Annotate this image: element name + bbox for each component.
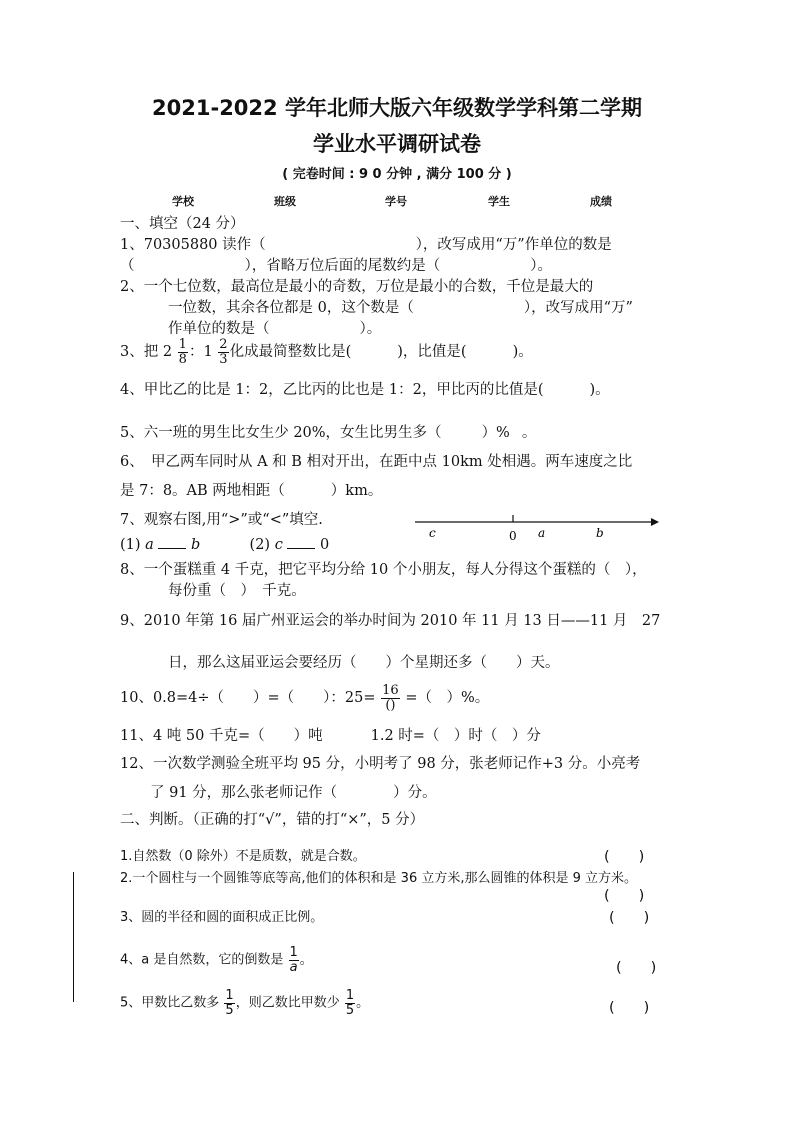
q10-denominator: () [385,697,396,713]
judge5-f1-denominator: 5 [225,1002,234,1018]
judge5-text-b: ，则乙数比甲数少 [235,995,340,1011]
question-6-line1: 6、 甲乙两车同时从 A 和 B 相对开出，在距中点 10km 处相遇。两车速度之比 [120,454,633,470]
question-1-line1 [120,233,612,254]
q4-text-a: 4、甲比乙的比是 1：2，乙比丙的比也是 1：2，甲比丙的比值是( [120,382,544,398]
q2-text-c: ），改写成用“万” [523,300,633,316]
judge-item-2: 2.一个圆柱与一个圆锥等底等高,他们的体积和是 36 立方米,那么圆锥的体积是 9 立方米。 [120,871,638,886]
judge5-f2-numerator: 1 [345,988,355,1003]
question-11 [120,724,541,745]
judge5-f1-numerator: 1 [225,988,234,1003]
q7-zero: 0 [320,537,330,553]
q7-part2-label: (2) [249,537,271,553]
q3-f1-denominator: 8 [178,351,187,367]
number-line-label-b: b [596,526,604,540]
question-12-line1: 12、一次数学测验全班平均 95 分，小明考了 98 分，张老师记作+3 分。小亮考 [120,756,641,772]
section2-header: 二、判断。（正确的打“√”，错的打“×”，5 分） [120,812,425,828]
binding-margin-line [73,872,74,1002]
q7-var-a: a [145,537,154,553]
q11-text-b: 1.2 时=（ ）时（ ）分 [370,728,541,744]
judge-answer-5[interactable]: ( ) [609,1000,650,1016]
question-3 [120,338,533,366]
q12-text-c: ）分。 [393,785,437,801]
q1-text-e: ）。 [530,258,552,274]
question-2-line3 [168,317,381,338]
q2-text-e: ）。 [359,321,382,337]
q7-var-c: c [274,537,283,553]
q10-fraction [381,684,400,712]
q3-text-d: )。 [512,344,533,361]
q1-text-c: （ [120,258,135,274]
q6-text-b: 是 7：8。AB 两地相距（ [120,483,285,499]
q3-fraction-1 [178,338,188,366]
section1-header: 一、填空（24 分） [120,216,245,232]
question-9-line1: 9、2010 年第 16 届广州亚运会的举办时间为 2010 年 11 月 13 日——11 月 27 [120,613,661,629]
question-9-line2: 日，那么这届亚运会要经历（ ）个星期还多（ ）天。 [168,655,560,671]
judge5-fraction-2 [345,989,355,1017]
question-8-line1: 8、一个蛋糕重 4 千克，把它平均分给 10 个小朋友，每人分得这个蛋糕的（ ）， [120,562,647,578]
judge4-denominator: a [289,959,298,975]
q6-text-c: ）km。 [330,483,383,499]
question-12-line2 [150,781,437,802]
judge-answer-1[interactable]: ( ) [604,849,645,865]
q5-text-b: ）% [481,425,510,441]
judge4-text-a: 4、a 是自然数，它的倒数是 [120,952,284,968]
judge5-text-c: 。 [356,995,370,1011]
judge4-fraction [289,946,299,974]
q3-text-a: 3、把 2 [120,344,173,361]
q3-fraction-2 [218,338,228,366]
judge-item-1: 1.自然数（0 除外）不是质数，就是合数。 [120,849,366,864]
judge-item-5 [120,989,369,1017]
q1-text-a: 1、70305880 读作（ [120,237,266,253]
q1-text-b: ），改写成用“万”作单位的数是 [415,237,612,253]
number-line-label-c: c [429,526,436,540]
q11-text-a: 11、4 吨 50 千克=（ ）吨 [120,728,323,744]
judge5-f2-denominator: 5 [345,1002,355,1018]
q3-text-c: )，比值是( [397,344,467,361]
question-5 [120,421,536,442]
question-6-line2 [120,479,382,500]
q4-text-b: )。 [589,382,610,398]
info-student-id: 学号 [385,195,407,208]
number-line-label-zero: 0 [509,529,517,543]
q3-f2-numerator: 2 [219,337,228,352]
q10-text-a: 10、0.8=4÷（ ）=（ ）：25= [120,690,376,707]
number-line-arrow [651,518,659,526]
judge-answer-3[interactable]: ( ) [609,910,650,926]
judge4-numerator: 1 [289,945,298,960]
q2-text-b: 一位数，其余各位都是 0，这个数是（ [168,300,414,316]
q3-f1-numerator: 1 [178,337,187,352]
info-school: 学校 [172,195,194,208]
judge4-text-b: 。 [299,952,313,968]
question-10 [120,684,489,712]
number-line-label-a: a [538,526,546,540]
q7-var-b: b [191,537,201,553]
question-8-line2: 每份重（ ） 千克。 [168,583,306,599]
q10-text-b: =（ ）%。 [405,690,490,707]
question-2-line2 [168,296,633,317]
info-class: 班级 [274,195,296,208]
page-title: 2021-2022 学年北师大版六年级数学学科第二学期 [152,96,642,120]
page-subtitle-title: 学业水平调研试卷 [313,132,481,156]
question-2-line1: 2、一个七位数，最高位是最小的奇数，万位是最小的合数，千位是最大的 [120,279,594,295]
q3-text-b: 化成最简整数比是( [229,344,352,361]
judge5-text-a: 5、甲数比乙数多 [120,995,220,1011]
question-7-line2 [120,537,329,553]
q12-text-b: 了 91 分，那么张老师记作（ [150,785,338,801]
number-line-diagram [415,512,665,546]
q7-blank-2[interactable] [287,548,315,549]
q1-text-d: ），省略万位后面的尾数约是（ [244,258,441,274]
judge-answer-2[interactable]: ( ) [604,888,645,904]
judge5-fraction-1 [224,989,234,1017]
judge-answer-4[interactable]: ( ) [616,960,657,976]
q3-colon: ：1 [188,344,213,361]
info-score: 成绩 [590,195,612,208]
question-7-line1: 7、观察右图,用“>”或“<”填空. [120,512,323,528]
question-1-line2 [120,254,552,275]
q7-part1-label: (1) [120,537,141,553]
judge-item-4 [120,946,313,974]
exam-time-note: ( 完卷时间 : 9 0 分钟 , 满分 100 分 ) [282,167,512,182]
q3-f2-denominator: 3 [219,351,228,367]
judge-item-3: 3、圆的半径和圆的面积成正比例。 [120,910,324,925]
info-student: 学生 [488,195,510,208]
q2-text-d: 作单位的数是（ [168,321,270,337]
question-4 [120,378,610,399]
q5-text-a: 5、六一班的男生比女生少 20%，女生比男生多（ [120,425,442,441]
q5-text-c: 。 [521,425,537,441]
q7-blank-1[interactable] [158,548,186,549]
q10-numerator: 16 [382,683,399,698]
